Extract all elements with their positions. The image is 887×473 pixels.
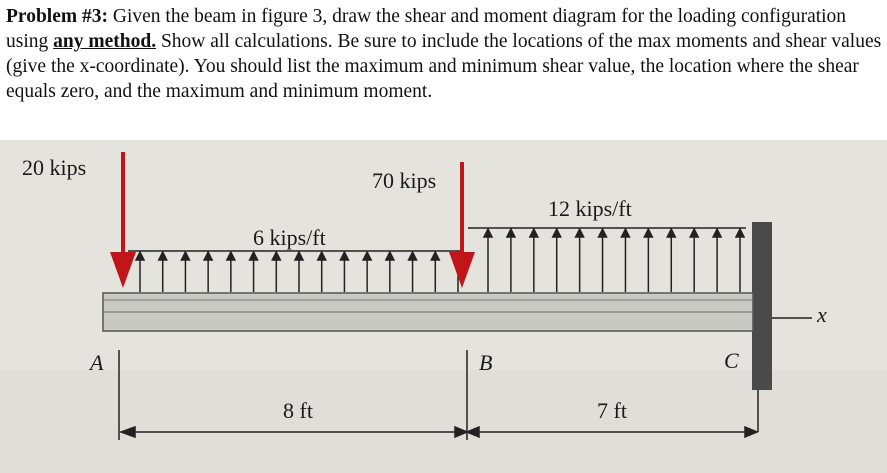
- problem-text-after: Show all calculations. Be sure to include the locations of the max moments and shear values (give the x-coordinate). You should list the maximum and minimum shear value, the location where the shear equals zero, and the maximum and minimum moment.: [6, 31, 882, 102]
- label-point-c: C: [724, 348, 739, 373]
- problem-statement: [6, 4, 882, 104]
- problem-heading: Problem #3:: [6, 6, 108, 27]
- label-x-axis: x: [817, 302, 827, 327]
- label-12-kips-ft: 12 kips/ft: [548, 196, 632, 221]
- fixed-support-wall: [752, 222, 772, 390]
- label-20-kips: 20 kips: [22, 155, 87, 180]
- problem-emphasis: any method.: [53, 31, 157, 52]
- beam-figure: [0, 140, 887, 473]
- beam-diagram: [0, 140, 887, 473]
- problem-text-before: Given the beam in figure 3, draw the shear and moment diagram for the loading configuration using: [6, 6, 847, 52]
- dist-arrows-left: [136, 252, 462, 292]
- label-point-a: A: [90, 350, 104, 375]
- label-8-ft: 8 ft: [283, 398, 313, 423]
- label-6-kips-ft: 6 kips/ft: [253, 225, 326, 250]
- label-point-b: B: [479, 350, 493, 375]
- label-7-ft: 7 ft: [597, 398, 627, 423]
- label-70-kips: 70 kips: [372, 168, 437, 193]
